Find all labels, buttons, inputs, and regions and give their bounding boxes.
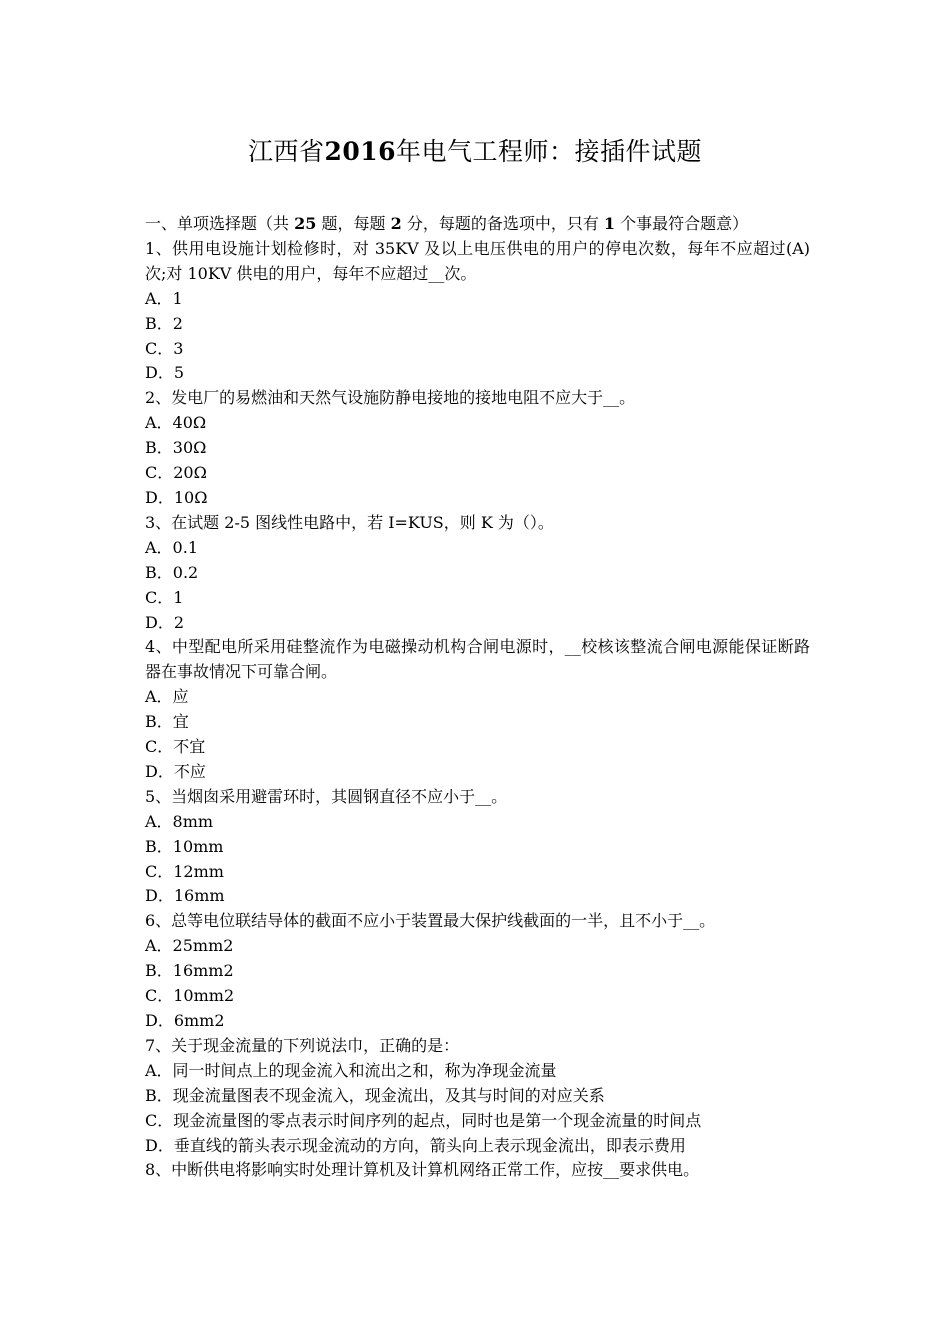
section-heading-text: 个事最符合题意） — [620, 214, 749, 233]
section-heading-text: 题，每题 — [321, 214, 386, 233]
answer-option: A．40Ω — [145, 413, 207, 433]
document-body — [145, 212, 810, 1183]
title-prefix: 江西省 — [247, 137, 325, 166]
answer-option: B．宜 — [145, 712, 189, 732]
answer-option: A．应 — [145, 687, 189, 707]
question-stem: 5、当烟囱采用避雷环时，其圆钢直径不应小于__。 — [145, 786, 508, 806]
answer-option: D．垂直线的箭头表示现金流动的方向，箭头向上表示现金流出，即表示费用 — [145, 1135, 686, 1155]
answer-option: D．不应 — [145, 761, 206, 781]
answer-option: C．不宜 — [145, 737, 206, 757]
question-stem: 7、关于现金流量的下列说法巾，正确的是： — [145, 1035, 460, 1055]
question-stem: 2、发电厂的易燃油和天然气设施防静电接地的接地电阻不应大于__。 — [145, 388, 636, 408]
question-stem: 8、中断供电将影响实时处理计算机及计算机网络正常工作，应按__要求供电。 — [145, 1160, 700, 1180]
section-heading — [145, 212, 810, 237]
answer-option: C．现金流量图的零点表示时间序列的起点，同时也是第一个现金流量的时间点 — [145, 1110, 702, 1130]
answer-option: D．6mm2 — [145, 1011, 225, 1030]
title-year: 2016 — [324, 137, 397, 166]
answer-option: A．8mm — [145, 811, 214, 831]
answer-count: 1 — [603, 214, 616, 233]
title-suffix: 年电气工程师：接插件试题 — [396, 137, 703, 166]
question-points: 2 — [390, 214, 402, 233]
answer-option: C．3 — [145, 338, 184, 358]
question-stem: 6、总等电位联结导体的截面不应小于装置最大保护线截面的一半，且不小于__。 — [145, 911, 716, 931]
document-title — [0, 134, 950, 170]
question-count: 25 — [294, 214, 317, 233]
answer-option: A．1 — [145, 288, 183, 308]
answer-option: C．12mm — [145, 861, 224, 881]
answer-option: B．现金流量图表不现金流入，现金流出，及其与时间的对应关系 — [145, 1085, 605, 1105]
answer-option: A．25mm2 — [145, 936, 234, 956]
answer-option: C．1 — [145, 587, 184, 607]
section-heading-text: 分，每题的备选项中，只有 — [406, 214, 599, 233]
answer-option: D．10Ω — [145, 487, 208, 507]
answer-option: D．2 — [145, 612, 185, 632]
question-stem: 3、在试题 2-5 图线性电路中，若 I=KUS，则 K 为（）。 — [145, 512, 554, 532]
answer-option: B．0.2 — [145, 562, 199, 582]
question-stem: 4、中型配电所采用硅整流作为电磁操动机构合闸电源时，__校核该整流合闸电源能保证断路器在事故情况下可靠合闸。 — [145, 637, 810, 682]
answer-option: D．16mm — [145, 886, 225, 906]
question-stem: 1、供用电设施计划检修时，对 35KV 及以上电压供电的用户的停电次数，每年不应超过(A)次;对 10KV 供电的用户，每年不应超过__次。 — [145, 238, 810, 283]
answer-option: C．20Ω — [145, 463, 207, 483]
answer-option: B．10mm — [145, 836, 224, 856]
section-heading-text: 一、单项选择题（共 — [145, 214, 290, 233]
answer-option: C．10mm2 — [145, 986, 235, 1006]
answer-option: D．5 — [145, 363, 185, 383]
answer-option: A．同一时间点上的现金流入和流出之和，称为净现金流量 — [145, 1060, 557, 1080]
answer-option: B．30Ω — [145, 438, 207, 458]
answer-option: B．2 — [145, 313, 183, 333]
answer-option: A．0.1 — [145, 537, 199, 557]
answer-option: B．16mm2 — [145, 961, 234, 981]
